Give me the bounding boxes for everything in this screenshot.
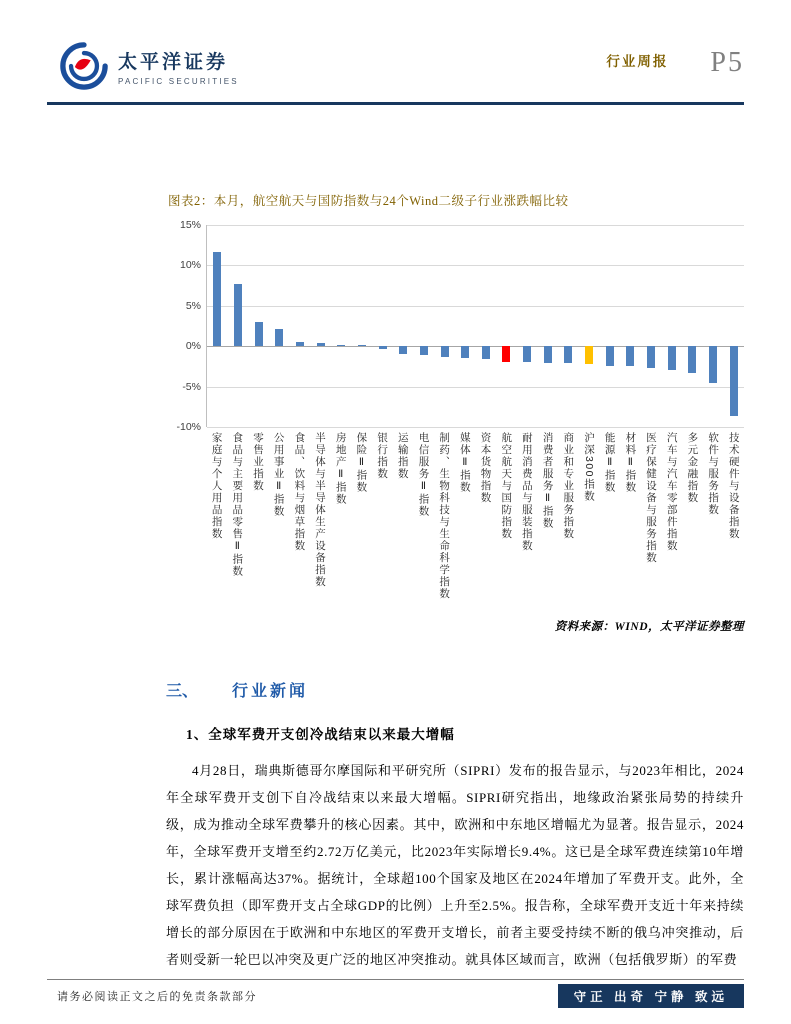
chart-plot xyxy=(176,219,744,433)
bar-6 xyxy=(337,345,345,347)
x-category-label: 零售业指数 xyxy=(251,432,264,492)
figure-title: 图表2：本月，航空航天与国防指数与24个Wind二级子行业涨跌幅比较 xyxy=(168,194,569,208)
y-tick-label: -10% xyxy=(176,421,201,433)
footer-motto: 守正 出奇 宁静 致远 xyxy=(558,984,744,1008)
x-category-label: 食品与主要用品零售Ⅱ指数 xyxy=(231,432,244,578)
gridline xyxy=(207,306,744,307)
x-category-label: 技术硬件与设备指数 xyxy=(727,432,740,540)
footer-divider xyxy=(47,979,744,980)
y-tick-label: -5% xyxy=(182,380,201,393)
chart-x-labels xyxy=(206,432,744,608)
pacific-securities-logo-icon xyxy=(60,42,108,90)
header-divider xyxy=(47,102,744,105)
bar-23 xyxy=(688,346,696,373)
bar-10 xyxy=(420,346,428,355)
x-category-label: 资本货物指数 xyxy=(479,432,492,504)
figure-source: 资料来源：WIND，太平洋证券整理 xyxy=(554,621,744,633)
bar-17 xyxy=(564,346,572,363)
y-tick-label: 10% xyxy=(179,259,201,272)
figure-2 xyxy=(168,191,744,634)
x-category-label: 媒体Ⅱ指数 xyxy=(458,432,471,494)
x-category-label: 房地产Ⅱ指数 xyxy=(334,432,347,506)
bar-11 xyxy=(441,346,449,357)
y-tick-label: 5% xyxy=(185,299,201,312)
gridline xyxy=(207,265,744,266)
x-category-label: 运输指数 xyxy=(396,432,409,480)
bar-7 xyxy=(358,345,366,346)
x-category-label: 电信服务Ⅱ指数 xyxy=(417,432,430,518)
bar-chart xyxy=(168,219,744,608)
bar-21 xyxy=(647,346,655,368)
section-heading xyxy=(166,678,744,701)
x-category-label: 家庭与个人用品指数 xyxy=(210,432,223,540)
bar-1 xyxy=(234,284,242,346)
footer-row xyxy=(47,984,744,1008)
page-number: P5 xyxy=(710,47,744,78)
x-category-label: 能源Ⅱ指数 xyxy=(603,432,616,494)
bar-3 xyxy=(275,329,283,346)
bar-25 xyxy=(730,346,738,415)
header-right xyxy=(606,42,744,78)
x-category-label: 汽车与汽车零部件指数 xyxy=(665,432,678,552)
x-category-label: 航空航天与国防指数 xyxy=(500,432,513,540)
x-category-label: 制药、生物科技与生命科学指数 xyxy=(438,432,451,600)
x-category-label: 食品、饮料与烟草指数 xyxy=(293,432,306,552)
page-footer xyxy=(0,979,791,1008)
bar-12 xyxy=(461,346,469,358)
x-category-label: 软件与服务指数 xyxy=(707,432,720,516)
zero-gridline xyxy=(207,346,744,347)
brand-text xyxy=(118,47,239,86)
bar-15 xyxy=(523,346,531,362)
brand-name-cn: 太平洋证券 xyxy=(118,51,229,73)
gridline xyxy=(207,427,744,428)
bar-13 xyxy=(482,346,490,359)
page-header xyxy=(0,0,791,90)
x-category-label: 商业和专业服务指数 xyxy=(562,432,575,540)
bar-0 xyxy=(213,252,221,347)
bar-20 xyxy=(626,346,634,366)
x-category-label: 公用事业Ⅱ指数 xyxy=(272,432,285,518)
bar-16 xyxy=(544,346,552,363)
bar-22 xyxy=(668,346,676,370)
bar-9 xyxy=(399,346,407,354)
y-tick-label: 0% xyxy=(185,340,201,353)
brand xyxy=(60,42,239,90)
gridline xyxy=(207,387,744,388)
x-category-label: 医疗保健设备与服务指数 xyxy=(645,432,658,564)
section-heading-text: 行业新闻 xyxy=(232,683,309,700)
bar-4 xyxy=(296,342,304,346)
news-item-title: 1、全球军费开支创冷战结束以来最大增幅 xyxy=(186,727,455,742)
gridline xyxy=(207,225,744,226)
bar-19 xyxy=(606,346,614,365)
bar-2 xyxy=(255,322,263,346)
y-tick-label: 15% xyxy=(179,219,201,231)
x-category-label: 保险Ⅱ指数 xyxy=(355,432,368,494)
x-category-label: 银行指数 xyxy=(376,432,389,480)
x-category-label: 半导体与半导体生产设备指数 xyxy=(314,432,327,588)
footer-disclaimer: 请务必阅读正文之后的免责条款部分 xyxy=(57,991,257,1003)
bar-14 xyxy=(502,346,510,361)
x-category-label: 材料Ⅱ指数 xyxy=(624,432,637,494)
x-category-label: 消费者服务Ⅱ指数 xyxy=(541,432,554,530)
brand-name-en: PACIFIC SECURITIES xyxy=(118,76,239,86)
bar-24 xyxy=(709,346,717,383)
section-heading-number: 三、 xyxy=(166,683,199,700)
x-category-label: 多元金融指数 xyxy=(686,432,699,504)
x-category-label: 沪深300指数 xyxy=(582,432,595,503)
bar-8 xyxy=(379,346,387,349)
industry-news-section xyxy=(166,678,744,973)
bar-5 xyxy=(317,343,325,346)
x-category-label: 耐用消费品与服装指数 xyxy=(520,432,533,552)
report-type-label: 行业周报 xyxy=(606,54,669,69)
bar-18 xyxy=(585,346,593,364)
news-paragraph: 4月28日，瑞典斯德哥尔摩国际和平研究所（SIPRI）发布的报告显示，与2023年相比，2024年全球军费开支创下自冷战结束以来最大增幅。SIPRI研究指出，地缘政治紧张局势的持续升级，成为推动全球军费攀升的核心因素。其中，欧洲和中东地区增幅尤为显著。报告显示，2024年，全球军费开支增至约2.72万亿美元，比2023年实际增长9.4%。这已是全球军费连续第10年增长，累计涨幅高达37%。据统计，全球超100个国家及地区在2024年增加了军费开支。此外，全球军费负担（即军费开支占全球GDP的比例）上升至2.5%。报告称，全球军费开支近十年来持续增长的部分原因在于欧洲和中东地区的军费开支增长，前者主要受持续不断的俄乌冲突推动，后者则受新一轮巴以冲突及更广泛的地区冲突推动。就具体区域而言，欧洲（包括俄罗斯）的军费 xyxy=(166,763,744,967)
